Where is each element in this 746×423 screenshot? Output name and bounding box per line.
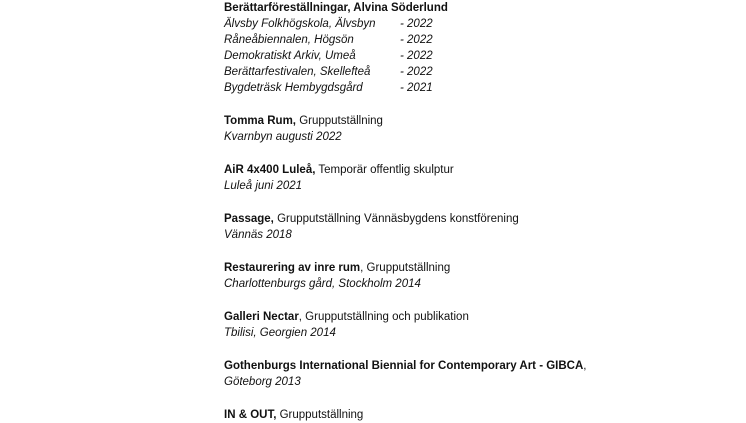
exhibition-type: Grupputställning [276, 409, 364, 421]
exhibition-entry [224, 407, 734, 423]
exhibition-place-date: Luleå juni 2021 [224, 180, 303, 192]
exhibition-type: Grupputställning Vännäsbygdens konstförening [273, 213, 519, 225]
performance-place: Bygdeträsk Hembygdsgård [224, 82, 363, 94]
performance-year: - 2022 [400, 66, 433, 78]
exhibition-entry [224, 113, 734, 145]
exhibition-title-line [224, 162, 734, 178]
exhibition-title: AiR 4x400 Luleå, [224, 164, 316, 176]
exhibition-title: Gothenburgs International Biennial for Contemporary Art - GIBCA [224, 360, 584, 372]
exhibition-place-date: Tbilisi, Georgien 2014 [224, 327, 336, 339]
exhibition-type: , Grupputställning [360, 262, 451, 274]
exhibition-place-date: Charlottenburgs gård, Stockholm 2014 [224, 278, 421, 290]
exhibition-entry [224, 260, 734, 292]
performance-row [224, 32, 734, 48]
exhibition-entry [224, 211, 734, 243]
performance-row [224, 16, 734, 32]
performance-year: - 2021 [400, 82, 433, 94]
exhibition-title-line [224, 211, 734, 227]
exhibition-title-line [224, 358, 734, 374]
exhibition-title: IN & OUT, [224, 409, 277, 421]
exhibition-title: Restaurering av inre rum [224, 262, 361, 274]
exhibition-place-date: Vännäs 2018 [224, 229, 292, 241]
performance-row [224, 48, 734, 64]
exhibition-type: Temporär offentlig skulptur [315, 164, 454, 176]
exhibition-title-line [224, 113, 734, 129]
performance-year: - 2022 [400, 34, 433, 46]
performance-place: Älvsby Folkhögskola, Älvsbyn [224, 18, 376, 30]
exhibition-title-line [224, 309, 734, 325]
exhibition-title: Galleri Nectar [224, 311, 299, 323]
performance-place: Demokratiskt Arkiv, Umeå [224, 50, 356, 62]
exhibition-entry [224, 358, 734, 390]
exhibition-type: , Grupputställning och publikation [298, 311, 469, 323]
performance-place: Råneåbiennalen, Högsön [224, 34, 354, 46]
exhibition-type: , [583, 360, 587, 372]
exhibition-title: Tomma Rum, [224, 115, 296, 127]
exhibition-type: Grupputställning [296, 115, 383, 127]
exhibition-entry [224, 162, 734, 194]
performance-row [224, 80, 734, 96]
performance-row [224, 64, 734, 80]
exhibition-title: Passage, [224, 213, 274, 225]
exhibition-title-line [224, 407, 734, 423]
performance-year: - 2022 [400, 18, 433, 30]
exhibition-entry [224, 309, 734, 341]
exhibition-place-date: Göteborg 2013 [224, 376, 301, 388]
exhibition-place-date: Kvarnbyn augusti 2022 [224, 131, 342, 143]
performance-year: - 2022 [400, 50, 433, 62]
performances-heading: Berättarföreställningar, Alvina Söderlund [224, 2, 448, 14]
exhibition-title-line [224, 260, 734, 276]
performance-place: Berättarfestivalen, Skellefteå [224, 66, 371, 78]
document-page [224, 0, 734, 423]
